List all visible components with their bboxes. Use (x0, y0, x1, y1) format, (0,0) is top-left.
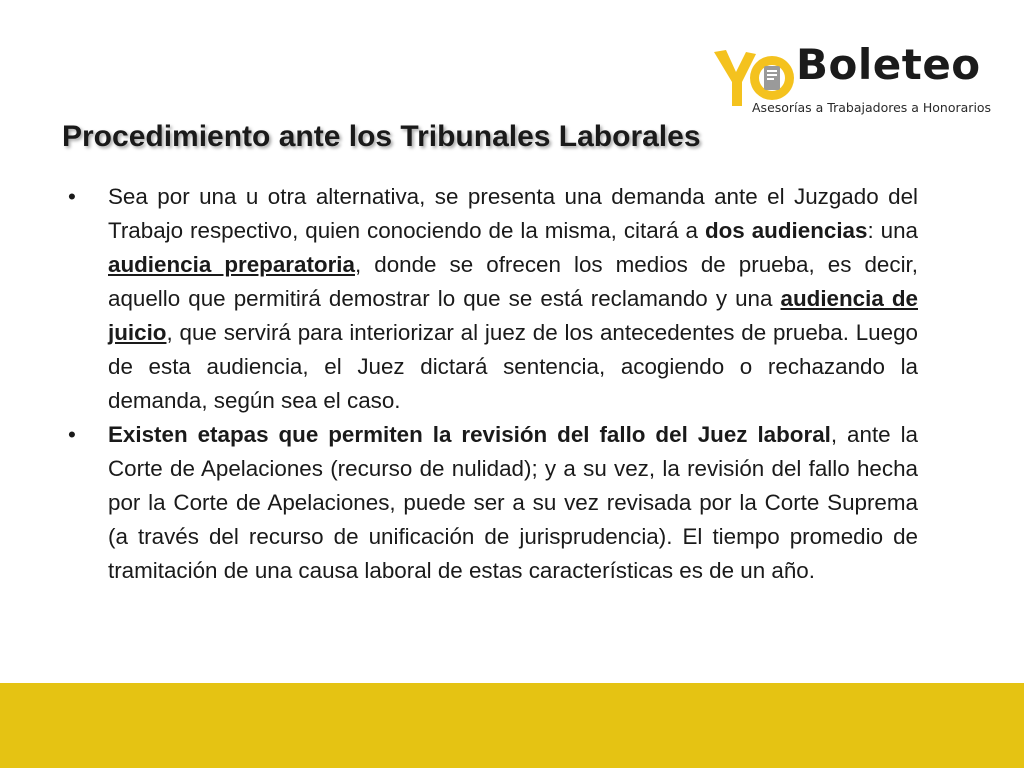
bullet-marker: • (68, 422, 76, 447)
footer-band (0, 683, 1024, 768)
bullet-text-segment: : una (867, 218, 918, 243)
bullet-text-segment: dos audiencias (704, 218, 868, 243)
bullet-text-segment: audiencia preparatoria (108, 252, 355, 277)
slide-title: Procedimiento ante los Tribunales Laborales (62, 120, 701, 153)
bullet-text-segment: audiencia de juicio (108, 286, 918, 345)
bullet-marker: • (68, 184, 76, 209)
bullet-item (62, 180, 918, 418)
bullet-list (62, 180, 918, 588)
logo-brand-text: Boleteo (796, 40, 981, 89)
bullet-text-segment: , donde se ofrecen los medios de prueba, es decir, aquello que permitirá demostrar lo que se está reclamando y una (108, 252, 918, 311)
bullet-text-segment: , ante la Corte de Apelaciones (recurso de nulidad); y a su vez, la revisión del fallo hecha por la Corte de Apelaciones, puede ser a su vez revisada por la Corte Suprema (a través del recurso de unificación de jurisprudencia). El tiempo promedio de tramitación de una causa laboral de estas características es de un año. (108, 422, 918, 583)
company-logo (712, 40, 1004, 118)
bullet-text-segment: , que servirá para interiorizar al juez de los antecedentes de prueba. Luego de esta audiencia, el Juez dictará sentencia, acogiendo o rechazando la demanda, según sea el caso. (108, 320, 918, 413)
bullet-text-segment: Sea por una u otra alternativa, se presenta una demanda ante el Juzgado del Trabajo respectivo, quien conociendo de la misma, citará a (108, 184, 918, 243)
bullet-item (62, 418, 918, 588)
bullet-text-segment: Existen etapas que permiten la revisión del fallo del Juez laboral (108, 422, 831, 447)
logo-tagline: Asesorías a Trabajadores a Honorarios (752, 100, 992, 115)
